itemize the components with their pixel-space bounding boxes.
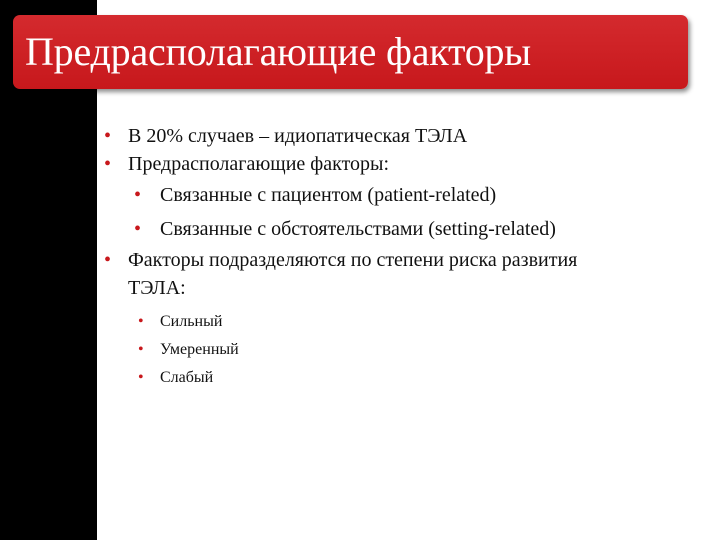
- bullet-icon: •: [134, 218, 142, 240]
- slide-title: Предрасполагающие факторы: [25, 29, 531, 74]
- bullet-list: [104, 122, 704, 392]
- bullet-icon: •: [134, 184, 142, 206]
- bullet-text: Умеренный: [160, 341, 239, 358]
- bullet-icon: •: [104, 249, 112, 271]
- bullet-item-predisposing: [104, 150, 704, 178]
- bullet-text: Предрасполагающие факторы:: [128, 153, 390, 175]
- bullet-text: Сильный: [160, 313, 223, 330]
- bullet-item-idiopathic: [104, 122, 704, 150]
- bullet-text-line-2: ТЭЛА:: [128, 277, 186, 299]
- bullet-text: Слабый: [160, 369, 214, 386]
- sub-bullet-setting-related: [104, 212, 704, 246]
- bullet-text: Связанные с обстоятельствами (setting-related): [160, 218, 556, 240]
- bullet-text: В 20% случаев – идиопатическая ТЭЛА: [128, 125, 468, 147]
- bullet-icon: •: [138, 341, 144, 358]
- bullet-icon: •: [138, 313, 144, 330]
- bullet-icon: •: [104, 153, 112, 175]
- title-banner: [13, 15, 688, 89]
- bullet-item-risk-classification: [104, 246, 704, 302]
- bullet-text: Связанные с пациентом (patient-related): [160, 184, 497, 206]
- bullet-icon: •: [104, 125, 112, 147]
- sub-bullet-moderate: [104, 336, 704, 364]
- sub-bullet-strong: [104, 308, 704, 336]
- sub-bullet-patient-related: [104, 178, 704, 212]
- sub-bullet-weak: [104, 364, 704, 392]
- bullet-text-line-1: Факторы подразделяются по степени риска развития: [128, 249, 578, 271]
- bullet-icon: •: [138, 369, 144, 386]
